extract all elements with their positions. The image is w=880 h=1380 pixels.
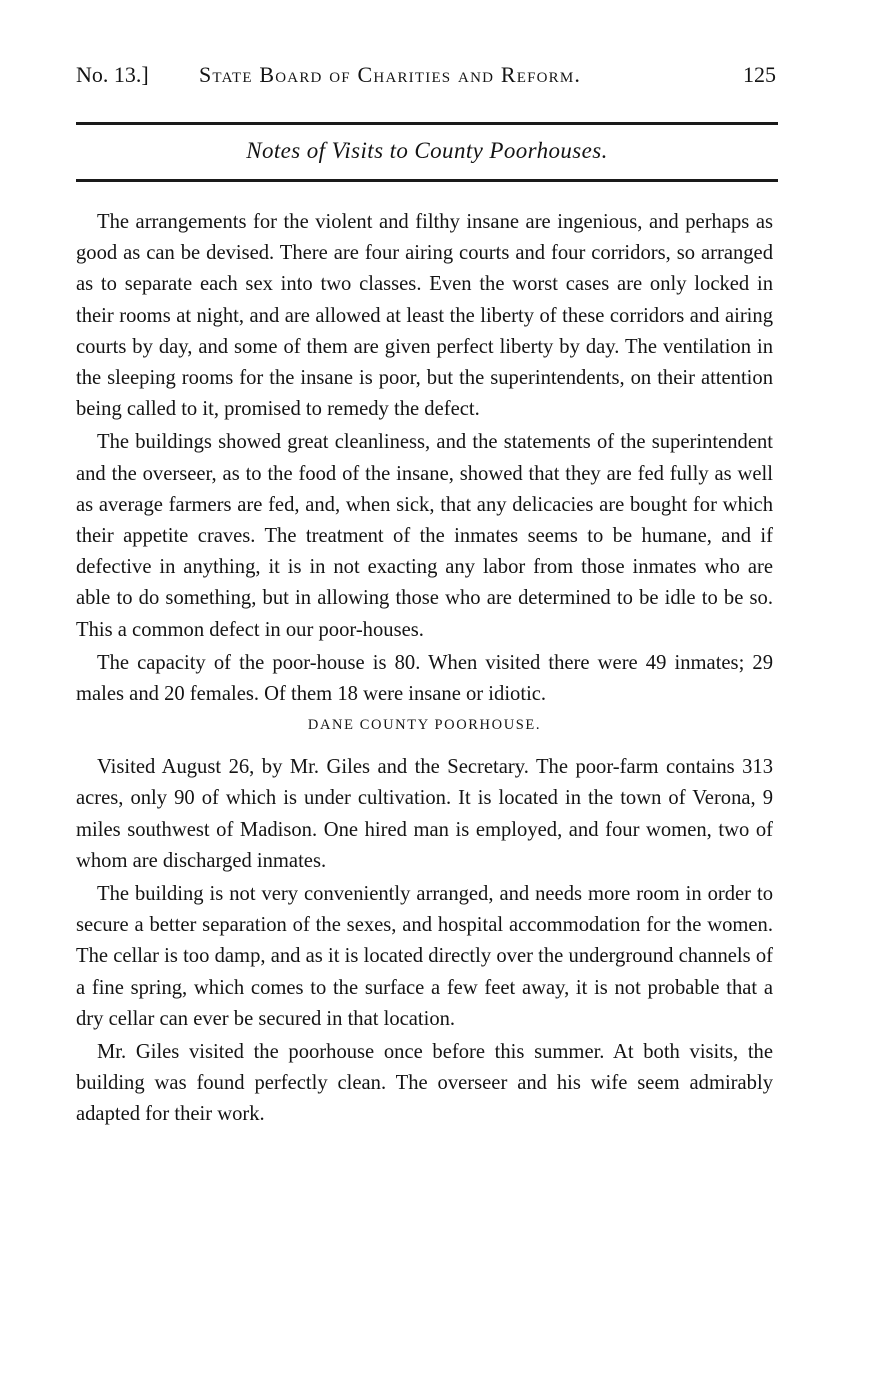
header-rule-bottom [76,179,778,182]
page-number: 125 [743,62,776,87]
paragraph: The arrangements for the violent and filthy insane are ingenious, and perhaps as good as can be devised. There are four airing courts and four corridors, so arranged as to separate each sex into two classes. Even the worst cases are only locked in their rooms at night, and are allowed at least the liberty of these corridors and airing courts by day, and some of them are given perfect liberty by day. The ventilation in the sleeping rooms for the insane is poor, but the superintendents, on their attention being called to it, promised to remedy the defect. [76,211,773,421]
publication-title: State Board of Charities and Reform. [199,62,582,87]
body-text [76,207,773,1131]
paragraph: The building is not very conveniently arranged, and needs more room in order to secure a better separation of the sexes, and hospital accommodation for the women. The cellar is too damp, and as it is located directly over the underground channels of a fine spring, which comes to the surface a few feet away, it is not probable that a dry cellar can ever be secured in that location. [76,883,773,1030]
running-head [76,58,776,98]
paragraph: The buildings showed great cleanliness, and the statements of the superintendent and the overseer, as to the food of the insane, showed that they are fed fully as well as average farmers are fed, and, when sick, that any delicacies are bought for which their appetite craves. The treatment of the inmates seems to be humane, and if defective in anything, it is in not exacting any labor from those inmates who are able to do something, but in allowing those who are determined to be idle to be so. This a common defect in our poor-houses. [76,431,773,641]
header-rule-top [76,122,778,125]
report-number: No. 13.] [76,62,149,87]
paragraph: Mr. Giles visited the poorhouse once before this summer. At both visits, the building was found perfectly clean. The overseer and his wife seem admirably adapted for their work. [76,1041,773,1126]
paragraph: Visited August 26, by Mr. Giles and the Secretary. The poor-farm contains 313 acres, only 90 of which is under cultivation. It is located in the town of Verona, 9 miles southwest of Madison. One hired man is employed, and four women, two of whom are discharged inmates. [76,756,773,872]
subheading: DANE COUNTY POORHOUSE. [307,717,542,734]
paragraph: The capacity of the poor-house is 80. When visited there were 49 inmates; 29 males and 20 females. Of them 18 were insane or idiotic. [76,651,773,706]
section-title: Notes of Visits to County Poorhouses. [246,138,608,163]
